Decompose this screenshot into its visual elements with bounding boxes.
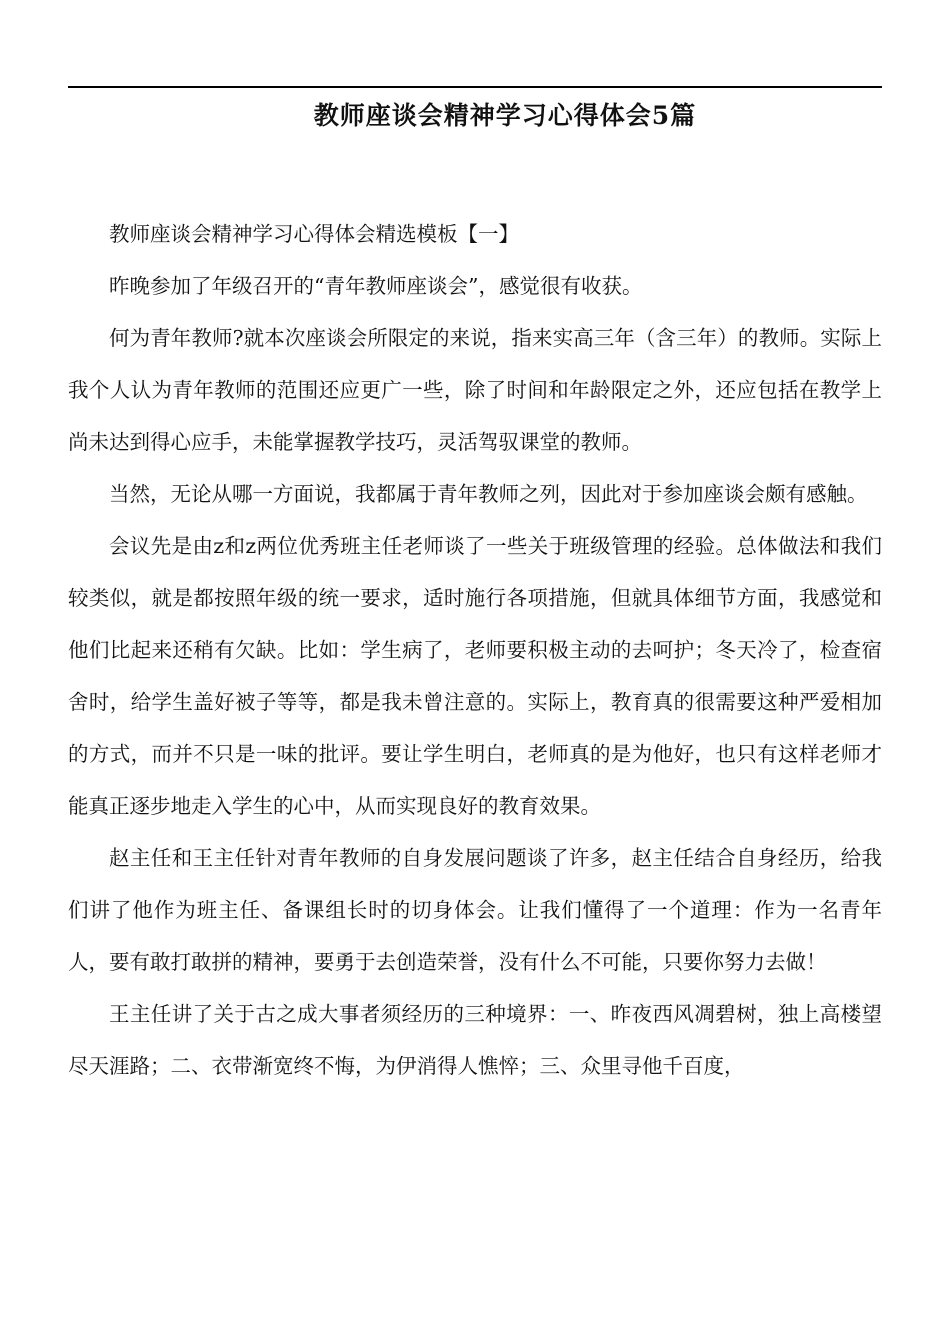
paragraph: 何为青年教师?就本次座谈会所限定的来说，指来实高三年（含三年）的教师。实际上我个人认为青年教师的范围还应更广一些，除了时间和年龄限定之外，还应包括在教学上尚未达到得心应手，未能掌握教学技巧，灵活驾驭课堂的教师。 bbox=[68, 326, 882, 454]
paragraph: 王主任讲了关于古之成大事者须经历的三种境界：一、昨夜西风凋碧树，独上高楼望尽天涯路；二、衣带渐宽终不悔，为伊消得人憔悴；三、众里寻他千百度， bbox=[68, 1002, 882, 1078]
paragraph: 当然，无论从哪一方面说，我都属于青年教师之列，因此对于参加座谈会颇有感触。 bbox=[109, 482, 868, 506]
paragraph: 赵主任和王主任针对青年教师的自身发展问题谈了许多，赵主任结合自身经历，给我们讲了他作为班主任、备课组长时的切身体会。让我们懂得了一个道理：作为一名青年人，要有敢打敢拼的精神，要勇于去创造荣誉，没有什么不可能，只要你努力去做！ bbox=[68, 846, 882, 974]
document-body bbox=[68, 208, 882, 1092]
paragraph-section-heading: 教师座谈会精神学习心得体会精选模板【一】 bbox=[109, 222, 519, 246]
paragraph: 会议先是由z和z两位优秀班主任老师谈了一些关于班级管理的经验。总体做法和我们较类似，就是都按照年级的统一要求，适时施行各项措施，但就具体细节方面，我感觉和他们比起来还稍有欠缺。比如：学生病了，老师要积极主动的去呵护；冬天冷了，检查宿舍时，给学生盖好被子等等，都是我未曾注意的。实际上，教育真的很需要这种严爱相加的方式，而并不只是一味的批评。要让学生明白，老师真的是为他好，也只有这样老师才能真正逐步地走入学生的心中，从而实现良好的教育效果。 bbox=[68, 534, 882, 818]
header-rule bbox=[68, 86, 882, 88]
document-title: 教师座谈会精神学习心得体会5篇 bbox=[313, 101, 697, 130]
paragraph: 昨晚参加了年级召开的“青年教师座谈会”，感觉很有收获。 bbox=[109, 274, 643, 298]
